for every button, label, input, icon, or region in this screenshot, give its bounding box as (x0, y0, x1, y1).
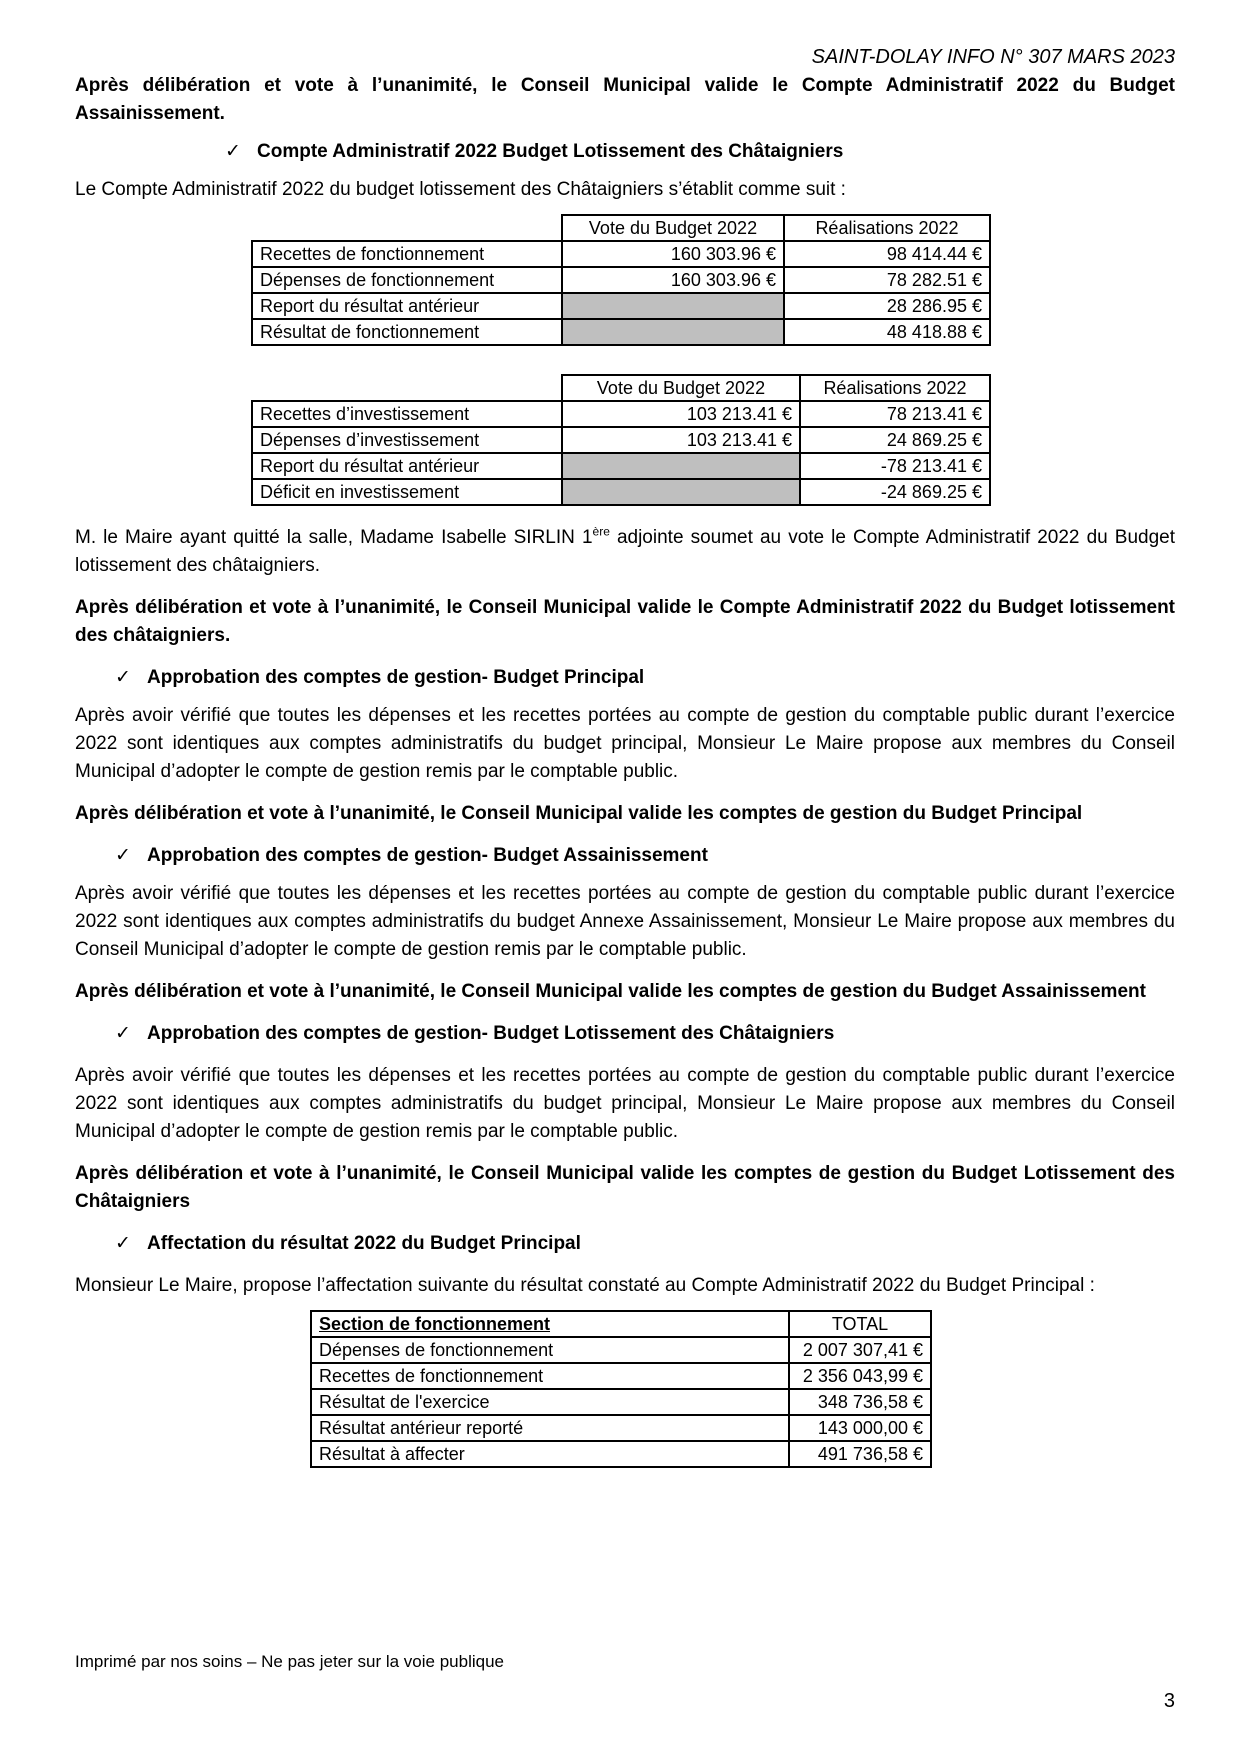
checkmark-icon: ✓ (225, 141, 241, 162)
row-real-value: 78 213.41 € (800, 401, 990, 427)
row-vote-value: 103 213.41 € (562, 401, 800, 427)
heading-text: Compte Administratif 2022 Budget Lotissement des Châtaigniers (257, 141, 844, 162)
table-row (311, 1337, 931, 1363)
table-row (311, 1415, 931, 1441)
table-row (252, 319, 990, 345)
row-label: Déficit en investissement (252, 479, 562, 505)
row-label: Report du résultat antérieur (252, 453, 562, 479)
affectation-paragraph: Monsieur Le Maire, propose l’affectation suivante du résultat constaté au Compte Administratif 2022 du Budget Principal : (75, 1275, 1095, 1296)
row-real-value: -78 213.41 € (800, 453, 990, 479)
row-label: Report du résultat antérieur (252, 293, 562, 319)
table-row (252, 453, 990, 479)
heading-gestion-assainissement (115, 842, 1175, 870)
lotissement-intro-paragraph: Le Compte Administratif 2022 du budget lotissement des Châtaigniers s’établit comme suit : (75, 179, 846, 200)
row-label: Recettes de fonctionnement (252, 241, 562, 267)
heading-lotissement-ca (225, 138, 1175, 166)
row-real-value: -24 869.25 € (800, 479, 990, 505)
table-investissement (251, 374, 991, 506)
table-affectation (310, 1310, 932, 1468)
row-real-value: 28 286.95 € (784, 293, 990, 319)
row-real-value: 98 414.44 € (784, 241, 990, 267)
assainissement-vote-paragraph: Après délibération et vote à l’unanimité, le Conseil Municipal valide le Compte Administratif 2022 du Budget Assainissement. (75, 75, 1175, 124)
row-real-value: 48 418.88 € (784, 319, 990, 345)
maire-paragraph (75, 524, 1175, 580)
row-vote-empty-cell (562, 479, 800, 505)
table-header-vote: Vote du Budget 2022 (562, 215, 784, 241)
gestion-principal-vote-paragraph: Après délibération et vote à l’unanimité, le Conseil Municipal valide les comptes de gestion du Budget Principal (75, 803, 1083, 824)
document-page (75, 0, 1175, 1755)
page-footer: Imprimé par nos soins – Ne pas jeter sur la voie publique (75, 1652, 504, 1671)
checkmark-icon: ✓ (115, 1023, 131, 1044)
row-vote-empty-cell (562, 293, 784, 319)
row-label: Dépenses de fonctionnement (311, 1337, 789, 1363)
table-header-row (252, 375, 990, 401)
table-row (252, 241, 990, 267)
heading-text: Approbation des comptes de gestion- Budget Principal (147, 667, 645, 688)
table-row (311, 1389, 931, 1415)
section-header-cell: Section de fonctionnement (311, 1311, 789, 1337)
table-fonctionnement (251, 214, 991, 346)
row-label: Recettes de fonctionnement (311, 1363, 789, 1389)
total-header-cell: TOTAL (789, 1311, 931, 1337)
page-header: SAINT-DOLAY INFO N° 307 MARS 2023 (811, 46, 1175, 68)
row-vote-empty-cell (562, 319, 784, 345)
checkmark-icon: ✓ (115, 667, 131, 688)
gestion-lotissement-paragraph: Après avoir vérifié que toutes les dépenses et les recettes portées au compte de gestion du comptable public durant l’exercice 2022 sont identiques aux comptes administratifs du budget principal, Monsieur Le Maire propose aux membres du Conseil Municipal d’adopter le compte de gestion remis par le comptable public. (75, 1065, 1175, 1142)
page-content (75, 72, 1175, 1468)
row-label: Résultat de l'exercice (311, 1389, 789, 1415)
table-corner-cell (252, 375, 562, 401)
row-total-value: 2 007 307,41 € (789, 1337, 931, 1363)
table-row (311, 1441, 931, 1467)
row-total-value: 143 000,00 € (789, 1415, 931, 1441)
table-row (311, 1363, 931, 1389)
table-row (252, 427, 990, 453)
row-label: Résultat antérieur reporté (311, 1415, 789, 1441)
row-vote-value: 160 303.96 € (562, 241, 784, 267)
maire-superscript: ère (592, 524, 610, 539)
gestion-lotissement-vote-paragraph: Après délibération et vote à l’unanimité, le Conseil Municipal valide les comptes de gestion du Budget Lotissement des Châtaigniers (75, 1163, 1175, 1212)
row-total-value: 348 736,58 € (789, 1389, 931, 1415)
row-total-value: 2 356 043,99 € (789, 1363, 931, 1389)
heading-gestion-lotissement (115, 1020, 1175, 1048)
lotissement-vote-paragraph: Après délibération et vote à l’unanimité, le Conseil Municipal valide le Compte Administratif 2022 du Budget lotissement des châtaigniers. (75, 597, 1175, 646)
table-row (252, 401, 990, 427)
heading-text: Approbation des comptes de gestion- Budget Lotissement des Châtaigniers (147, 1023, 835, 1044)
row-vote-value: 103 213.41 € (562, 427, 800, 453)
row-label: Résultat à affecter (311, 1441, 789, 1467)
gestion-assainissement-paragraph: Après avoir vérifié que toutes les dépenses et les recettes portées au compte de gestion du comptable public durant l’exercice 2022 sont identiques aux comptes administratifs du budget Annexe Assainissement, Monsieur Le Maire propose aux membres du Conseil Municipal d’adopter le compte de gestion remis par le comptable public. (75, 883, 1175, 960)
checkmark-icon: ✓ (115, 1233, 131, 1254)
table-header-vote: Vote du Budget 2022 (562, 375, 800, 401)
row-total-value: 491 736,58 € (789, 1441, 931, 1467)
row-real-value: 24 869.25 € (800, 427, 990, 453)
maire-text-a: M. le Maire ayant quitté la salle, Madame Isabelle SIRLIN 1 (75, 527, 593, 548)
table-header-realisations: Réalisations 2022 (800, 375, 990, 401)
table-row (252, 293, 990, 319)
table-corner-cell (252, 215, 562, 241)
row-real-value: 78 282.51 € (784, 267, 990, 293)
checkmark-icon: ✓ (115, 845, 131, 866)
table-header-row (252, 215, 990, 241)
maire-text-b: adjointe soumet au vote le Compte Administratif 2022 du Budget lotissement des châtaigniers. (75, 527, 1175, 576)
row-label: Dépenses de fonctionnement (252, 267, 562, 293)
table-row (252, 479, 990, 505)
row-label: Résultat de fonctionnement (252, 319, 562, 345)
heading-gestion-principal (115, 664, 1175, 692)
row-vote-empty-cell (562, 453, 800, 479)
heading-text: Approbation des comptes de gestion- Budget Assainissement (147, 845, 708, 866)
table-header-realisations: Réalisations 2022 (784, 215, 990, 241)
gestion-assainissement-vote-paragraph: Après délibération et vote à l’unanimité, le Conseil Municipal valide les comptes de gestion du Budget Assainissement (75, 981, 1146, 1002)
heading-text: Affectation du résultat 2022 du Budget Principal (147, 1233, 581, 1254)
gestion-principal-paragraph: Après avoir vérifié que toutes les dépenses et les recettes portées au compte de gestion du comptable public durant l’exercice 2022 sont identiques aux comptes administratifs du budget principal, Monsieur Le Maire propose aux membres du Conseil Municipal d’adopter le compte de gestion remis par le comptable public. (75, 705, 1175, 782)
table-row (252, 267, 990, 293)
page-number: 3 (1163, 1690, 1175, 1712)
heading-affectation (115, 1230, 1175, 1258)
row-vote-value: 160 303.96 € (562, 267, 784, 293)
table-header-row (311, 1311, 931, 1337)
row-label: Recettes d’investissement (252, 401, 562, 427)
row-label: Dépenses d’investissement (252, 427, 562, 453)
